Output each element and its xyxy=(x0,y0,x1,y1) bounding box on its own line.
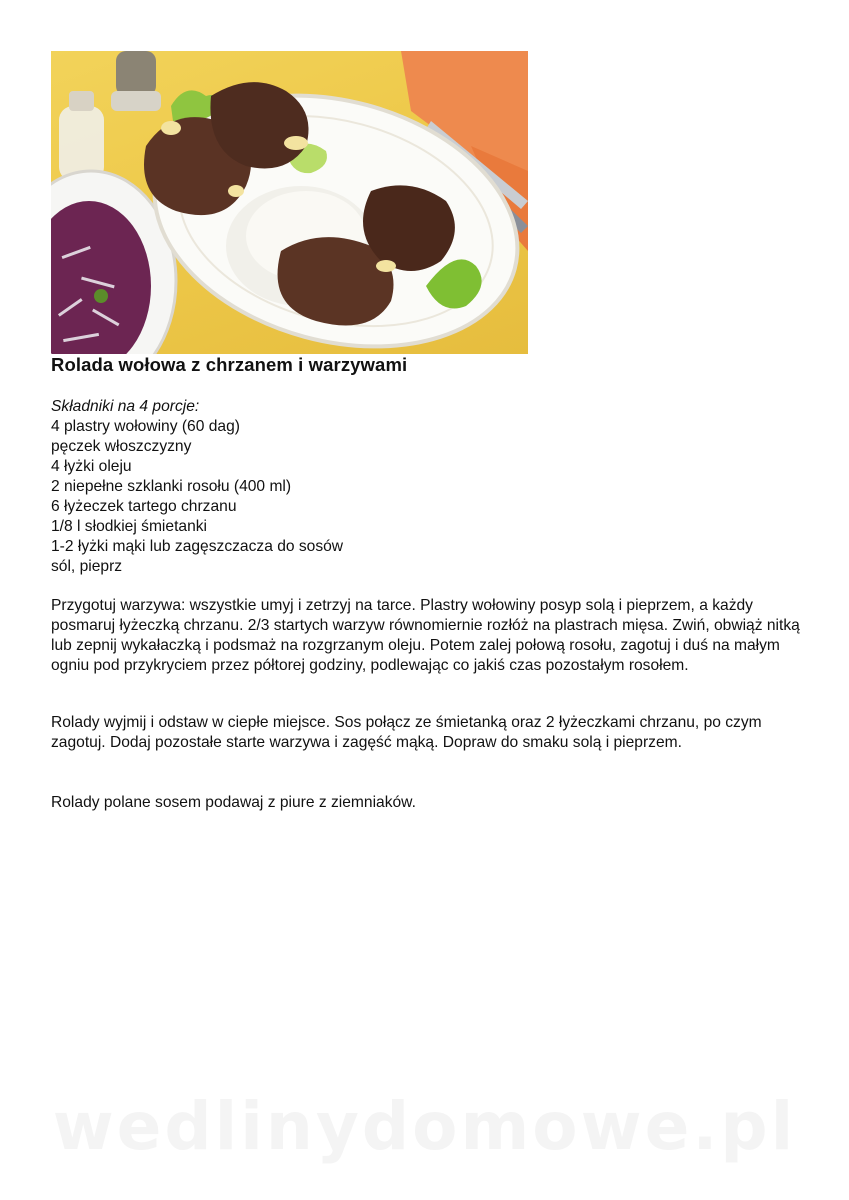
ingredient-item: 4 plastry wołowiny (60 dag) xyxy=(51,418,240,435)
recipe-photo xyxy=(51,51,528,354)
ingredient-item: 6 łyżeczek tartego chrzanu xyxy=(51,498,237,515)
ingredient-item: 1/8 l słodkiej śmietanki xyxy=(51,518,208,535)
ingredients-heading: Składniki na 4 porcje: xyxy=(51,398,200,415)
serving-note: Rolady polane sosem podawaj z piure z ziemniaków. xyxy=(51,794,416,811)
ingredient-item: 4 łyżki oleju xyxy=(51,458,132,475)
ingredient-item: pęczek włoszczyzny xyxy=(51,438,192,455)
ingredient-item: 2 niepełne szklanki rosołu (400 ml) xyxy=(51,478,292,495)
food-photo-icon xyxy=(51,51,528,354)
watermark: wedlinydomowe.pl xyxy=(52,1088,797,1165)
ingredients-list xyxy=(51,397,343,577)
preparation-step-2: Rolady wyjmij i odstaw w ciepłe miejsce. Sos połącz ze śmietanką oraz 2 łyżeczkami chrzanu, po czym zagotuj. Dodaj pozostałe starte warzywa i zagęść mąką. Dopraw do smaku solą i pieprzem. xyxy=(51,714,762,751)
recipe-title: Rolada wołowa z chrzanem i warzywami xyxy=(51,354,408,375)
ingredient-item: 1-2 łyżki mąki lub zagęszczacza do sosów xyxy=(51,538,344,555)
preparation-step-1: Przygotuj warzywa: wszystkie umyj i zetrzyj na tarce. Plastry wołowiny posyp solą i pieprzem, a każdy posmaruj łyżeczką chrzanu. 2/3 startych warzyw równomiernie rozłóż na plastrach mięsa. Zwiń, obwiąż nitką lub zepnij wykałaczką i podsmaż na rozgrzanym oleju. Potem zalej połową rosołu, zagotuj i duś na małym ogniu pod przykryciem przez półtorej godziny, podlewając co jakiś czas pozostałym rosołem. xyxy=(51,597,800,674)
ingredient-item: sól, pieprz xyxy=(51,558,123,575)
